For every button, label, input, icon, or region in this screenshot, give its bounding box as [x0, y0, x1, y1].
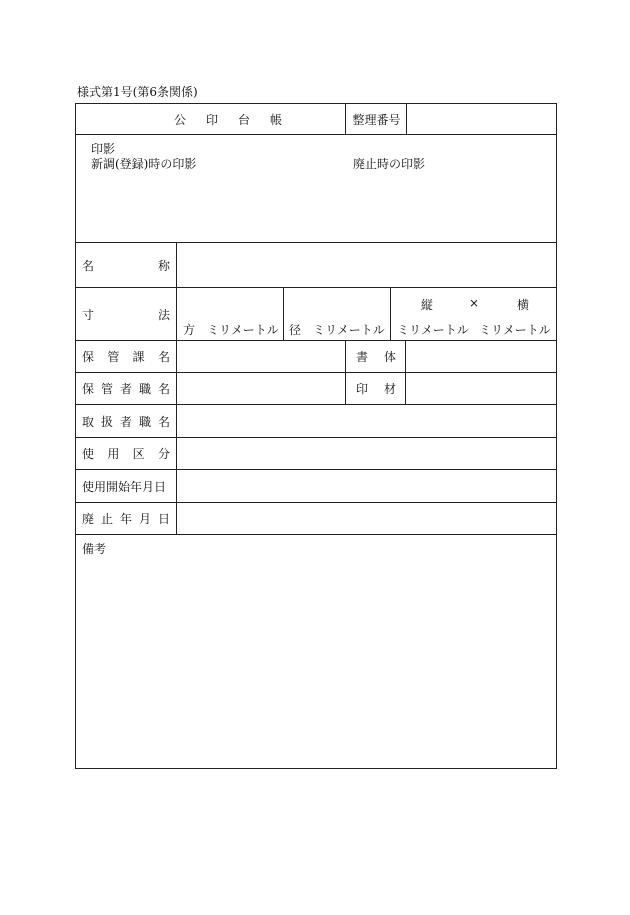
- typeface-label: 書: [355, 350, 368, 364]
- ref-number-label-cell: [345, 104, 407, 134]
- material-label: 印: [355, 382, 368, 396]
- title-char: 印: [205, 112, 218, 127]
- name-label: 名 称: [82, 258, 170, 273]
- remarks-field[interactable]: [76, 557, 556, 767]
- material-field[interactable]: [405, 373, 556, 404]
- form-number-label: 様式第1号(第6条関係): [77, 85, 198, 99]
- remarks-label: 備考: [82, 542, 107, 556]
- abolish-impression-area[interactable]: [316, 171, 556, 241]
- diameter-size-field[interactable]: [283, 288, 391, 340]
- size-label: 寸 法: [82, 307, 170, 322]
- abolish-date-label: 廃 止 年 月 日: [82, 512, 170, 526]
- start-date-label: 使用開始年月日: [82, 479, 167, 494]
- typeface-field[interactable]: [405, 341, 556, 372]
- handler-title-field[interactable]: [176, 405, 556, 437]
- vertical-unit: ミリメートル: [397, 323, 469, 337]
- impression-row: [76, 135, 556, 243]
- title-char: 公: [173, 112, 186, 127]
- start-date-field[interactable]: [176, 470, 556, 502]
- abolish-date-row: [76, 503, 556, 535]
- name-row: [76, 243, 556, 288]
- square-size-unit: 方 ミリメートル: [183, 323, 279, 337]
- times-label: ×: [469, 296, 480, 310]
- typeface-label-cell: 書 体: [345, 341, 406, 372]
- seal-register-form: [75, 103, 557, 769]
- ref-number-field[interactable]: [406, 104, 556, 134]
- vertical-label: 縦: [421, 298, 434, 312]
- material-label-cell: 印 材: [345, 373, 406, 404]
- ref-number-label: 整理番号: [352, 112, 401, 127]
- title-char: 台: [238, 112, 251, 127]
- custodian-title-row: [76, 373, 556, 405]
- square-size-field[interactable]: [176, 288, 284, 340]
- custodian-section-label: 保 管 課 名: [82, 350, 170, 364]
- abolish-impression-label: 廃止時の印影: [353, 157, 426, 171]
- rect-size-field[interactable]: [390, 288, 556, 340]
- header-row: [76, 104, 556, 135]
- horizontal-unit: ミリメートル: [479, 323, 551, 337]
- size-row: [76, 288, 556, 341]
- custodian-section-field[interactable]: [176, 341, 346, 372]
- new-impression-area[interactable]: [76, 171, 316, 241]
- title-char: 帳: [270, 112, 283, 127]
- custodian-title-field[interactable]: [176, 373, 346, 404]
- abolish-date-field[interactable]: [176, 503, 556, 534]
- form-title: [76, 104, 346, 134]
- new-impression-label: 新調(登録)時の印影: [91, 157, 197, 171]
- diameter-size-unit: 径 ミリメートル: [289, 323, 385, 337]
- usage-category-row: [76, 438, 556, 470]
- start-date-row: [76, 470, 556, 503]
- custodian-title-label: 保 管 者 職 名: [82, 382, 170, 396]
- handler-title-label: 取 扱 者 職 名: [82, 414, 170, 429]
- name-field[interactable]: [176, 243, 556, 287]
- horizontal-label: 横: [517, 298, 530, 312]
- impression-heading: 印影: [91, 142, 116, 156]
- usage-category-label: 使 用 区 分: [82, 447, 170, 461]
- remarks-row: [76, 535, 556, 768]
- custodian-section-row: [76, 341, 556, 373]
- usage-category-field[interactable]: [176, 438, 556, 469]
- handler-title-row: [76, 405, 556, 438]
